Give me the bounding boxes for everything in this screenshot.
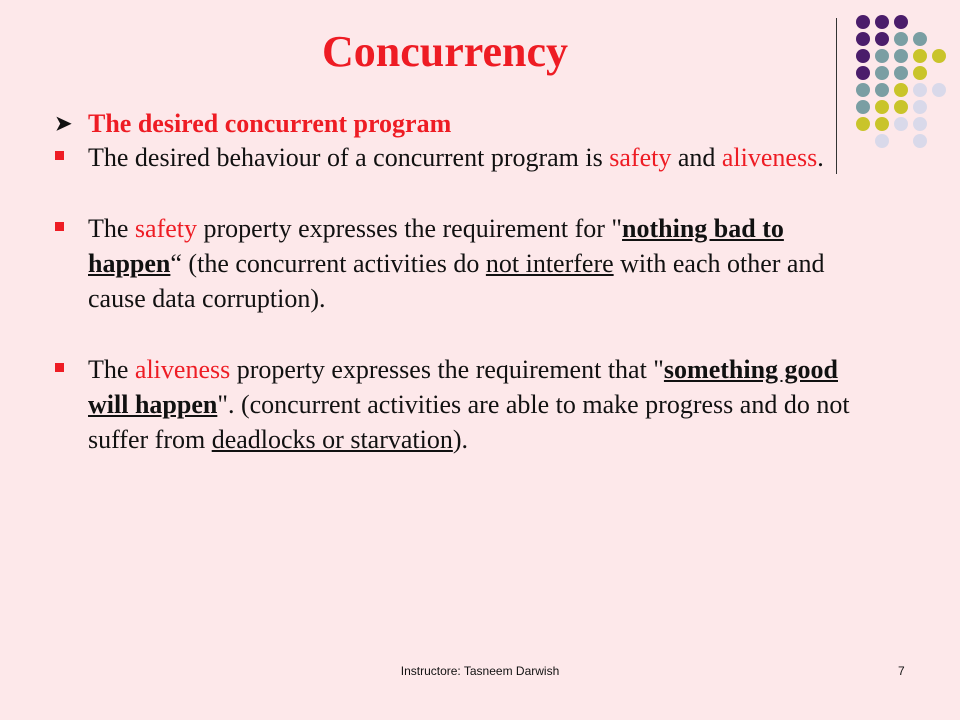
decorative-dot (913, 134, 927, 148)
bullet-behaviour (55, 140, 875, 175)
decorative-dot (856, 83, 870, 97)
decorative-dot (856, 15, 870, 29)
bullet-safety (55, 211, 875, 316)
bullet-text: The aliveness property expresses the requirement that "something good will happen". (concurrent activities are able to make progress and do not suffer from deadlocks or starvation). (88, 355, 850, 454)
decorative-dot (894, 49, 908, 63)
decorative-dot (913, 32, 927, 46)
decorative-dot (913, 117, 927, 131)
decorative-dot (875, 117, 889, 131)
decorative-dot (932, 49, 946, 63)
square-bullet-icon (55, 363, 64, 372)
decorative-dot (875, 134, 889, 148)
decorative-dot (894, 117, 908, 131)
slide-body (55, 108, 875, 457)
decorative-dot (875, 66, 889, 80)
decorative-dot (894, 32, 908, 46)
decorative-dot (856, 49, 870, 63)
square-bullet-icon (55, 222, 64, 231)
arrow-bullet-icon: ➤ (55, 113, 72, 135)
section-heading: The desired concurrent program (88, 109, 452, 138)
decorative-dot (913, 83, 927, 97)
decorative-dot (913, 66, 927, 80)
decorative-dot (932, 83, 946, 97)
decorative-dot (894, 100, 908, 114)
decorative-dot (894, 15, 908, 29)
bullet-text: The desired behaviour of a concurrent program is safety and aliveness. (88, 143, 824, 172)
page-number: 7 (898, 664, 905, 678)
decorative-dot (894, 66, 908, 80)
decorative-dot (913, 49, 927, 63)
decorative-dot (875, 32, 889, 46)
decorative-dot (875, 49, 889, 63)
bullet-text: The safety property expresses the requirement for "nothing bad to happen“ (the concurrent activities do not interfere with each other and cause data corruption). (88, 214, 825, 313)
heading-bullet (55, 108, 875, 140)
decorative-dot (856, 32, 870, 46)
decorative-dot (875, 15, 889, 29)
decorative-dot (856, 66, 870, 80)
footer-instructor: Instructore: Tasneem Darwish (400, 664, 560, 678)
decorative-dot (875, 100, 889, 114)
decorative-dot (913, 100, 927, 114)
decorative-dot (894, 83, 908, 97)
decorative-dot (875, 83, 889, 97)
slide-title: Concurrency (321, 27, 569, 76)
square-bullet-icon (55, 151, 64, 160)
bullet-aliveness (55, 352, 875, 457)
